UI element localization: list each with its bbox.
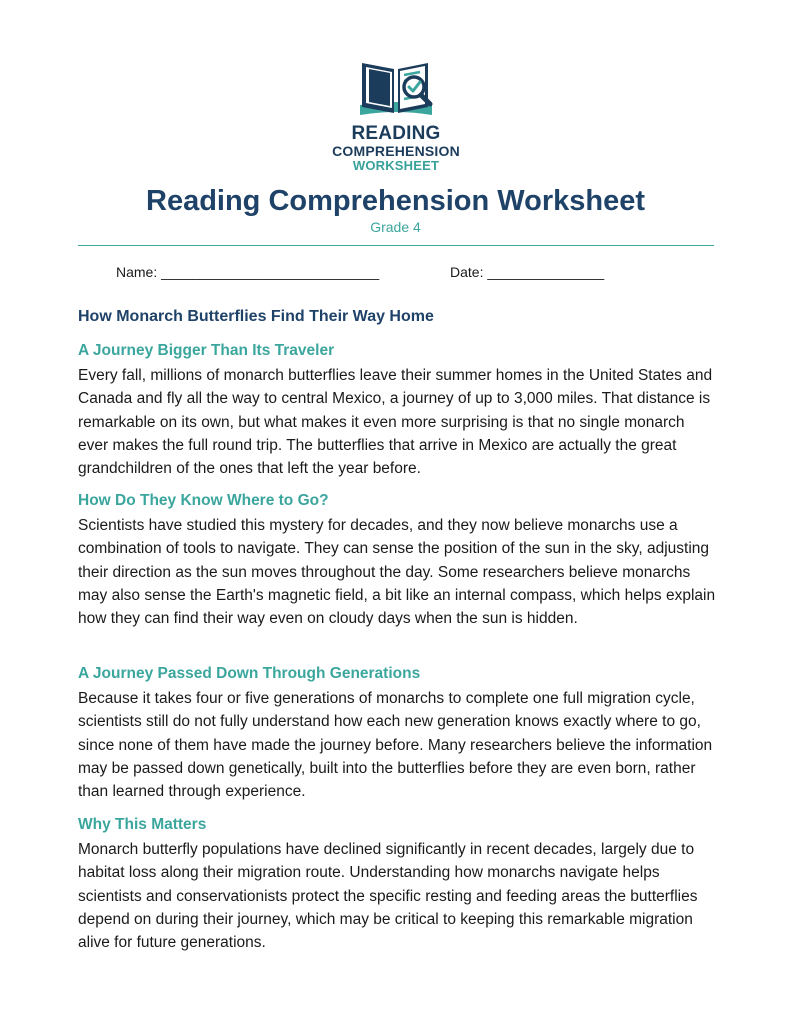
section-heading: Why This Matters [78,816,207,833]
grade-label: Grade 4 [370,219,421,235]
section-heading: How Do They Know Where to Go? [78,492,329,509]
section-heading: A Journey Passed Down Through Generations [78,665,421,682]
name-field[interactable]: Name: ____________________________ [116,264,380,280]
date-field[interactable]: Date: _______________ [450,264,605,280]
section-body: Monarch butterfly populations have declined significantly in recent decades, largely due to habitat loss along their migration route. Understanding how monarchs navigate helps scientists and conservationists protect the specific resting and feeding areas the butterflies depend on during their journey, which may be critical to keeping this remarkable migration alive for future generations. [78,841,698,952]
section-why-matters [78,815,718,954]
logo-text-reading: READING [351,123,441,144]
logo-text-comprehension: COMPREHENSION [332,143,460,159]
page-title: Reading Comprehension Worksheet [146,185,645,217]
logo-text-worksheet: WORKSHEET [352,158,440,173]
section-body: Every fall, millions of monarch butterflies leave their summer homes in the United States and Canada and fly all the way to central Mexico, a journey of up to 3,000 miles. That distance is remarkable on its own, but what makes it even more surprising is that no single monarch ever makes the full round trip. The butterflies that arrive in Mexico are actually the great grandchildren of the ones that left the year before. [78,367,713,478]
section-body: Scientists have studied this mystery for decades, and they now believe monarchs use a combination of tools to navigate. They can sense the position of the sun in the sky, adjusting their direction as the sun moves throughout the day. Some researchers believe monarchs may also sense the Earth's magnetic field, a bit like an internal compass, which helps explain how they can find their way even on cloudy days when the sun is hidden. [78,517,716,628]
story-title: How Monarch Butterflies Find Their Way Home [78,308,434,325]
section-body: Because it takes four or five generations of monarchs to complete one full migration cycle, scientists still do not fully understand how each new generation knows exactly where to go, since none of them have made the journey before. Many researchers believe the information may be passed down genetically, built into the butterflies before they are even born, rather than learned through experience. [78,690,713,801]
section-journey-bigger [78,341,718,480]
book-magnifier-check-icon [354,55,438,121]
header-divider [78,245,714,246]
section-how-they-know [78,491,718,630]
section-heading: A Journey Bigger Than Its Traveler [78,342,335,359]
section-generations [78,664,718,803]
worksheet-logo [318,55,474,175]
